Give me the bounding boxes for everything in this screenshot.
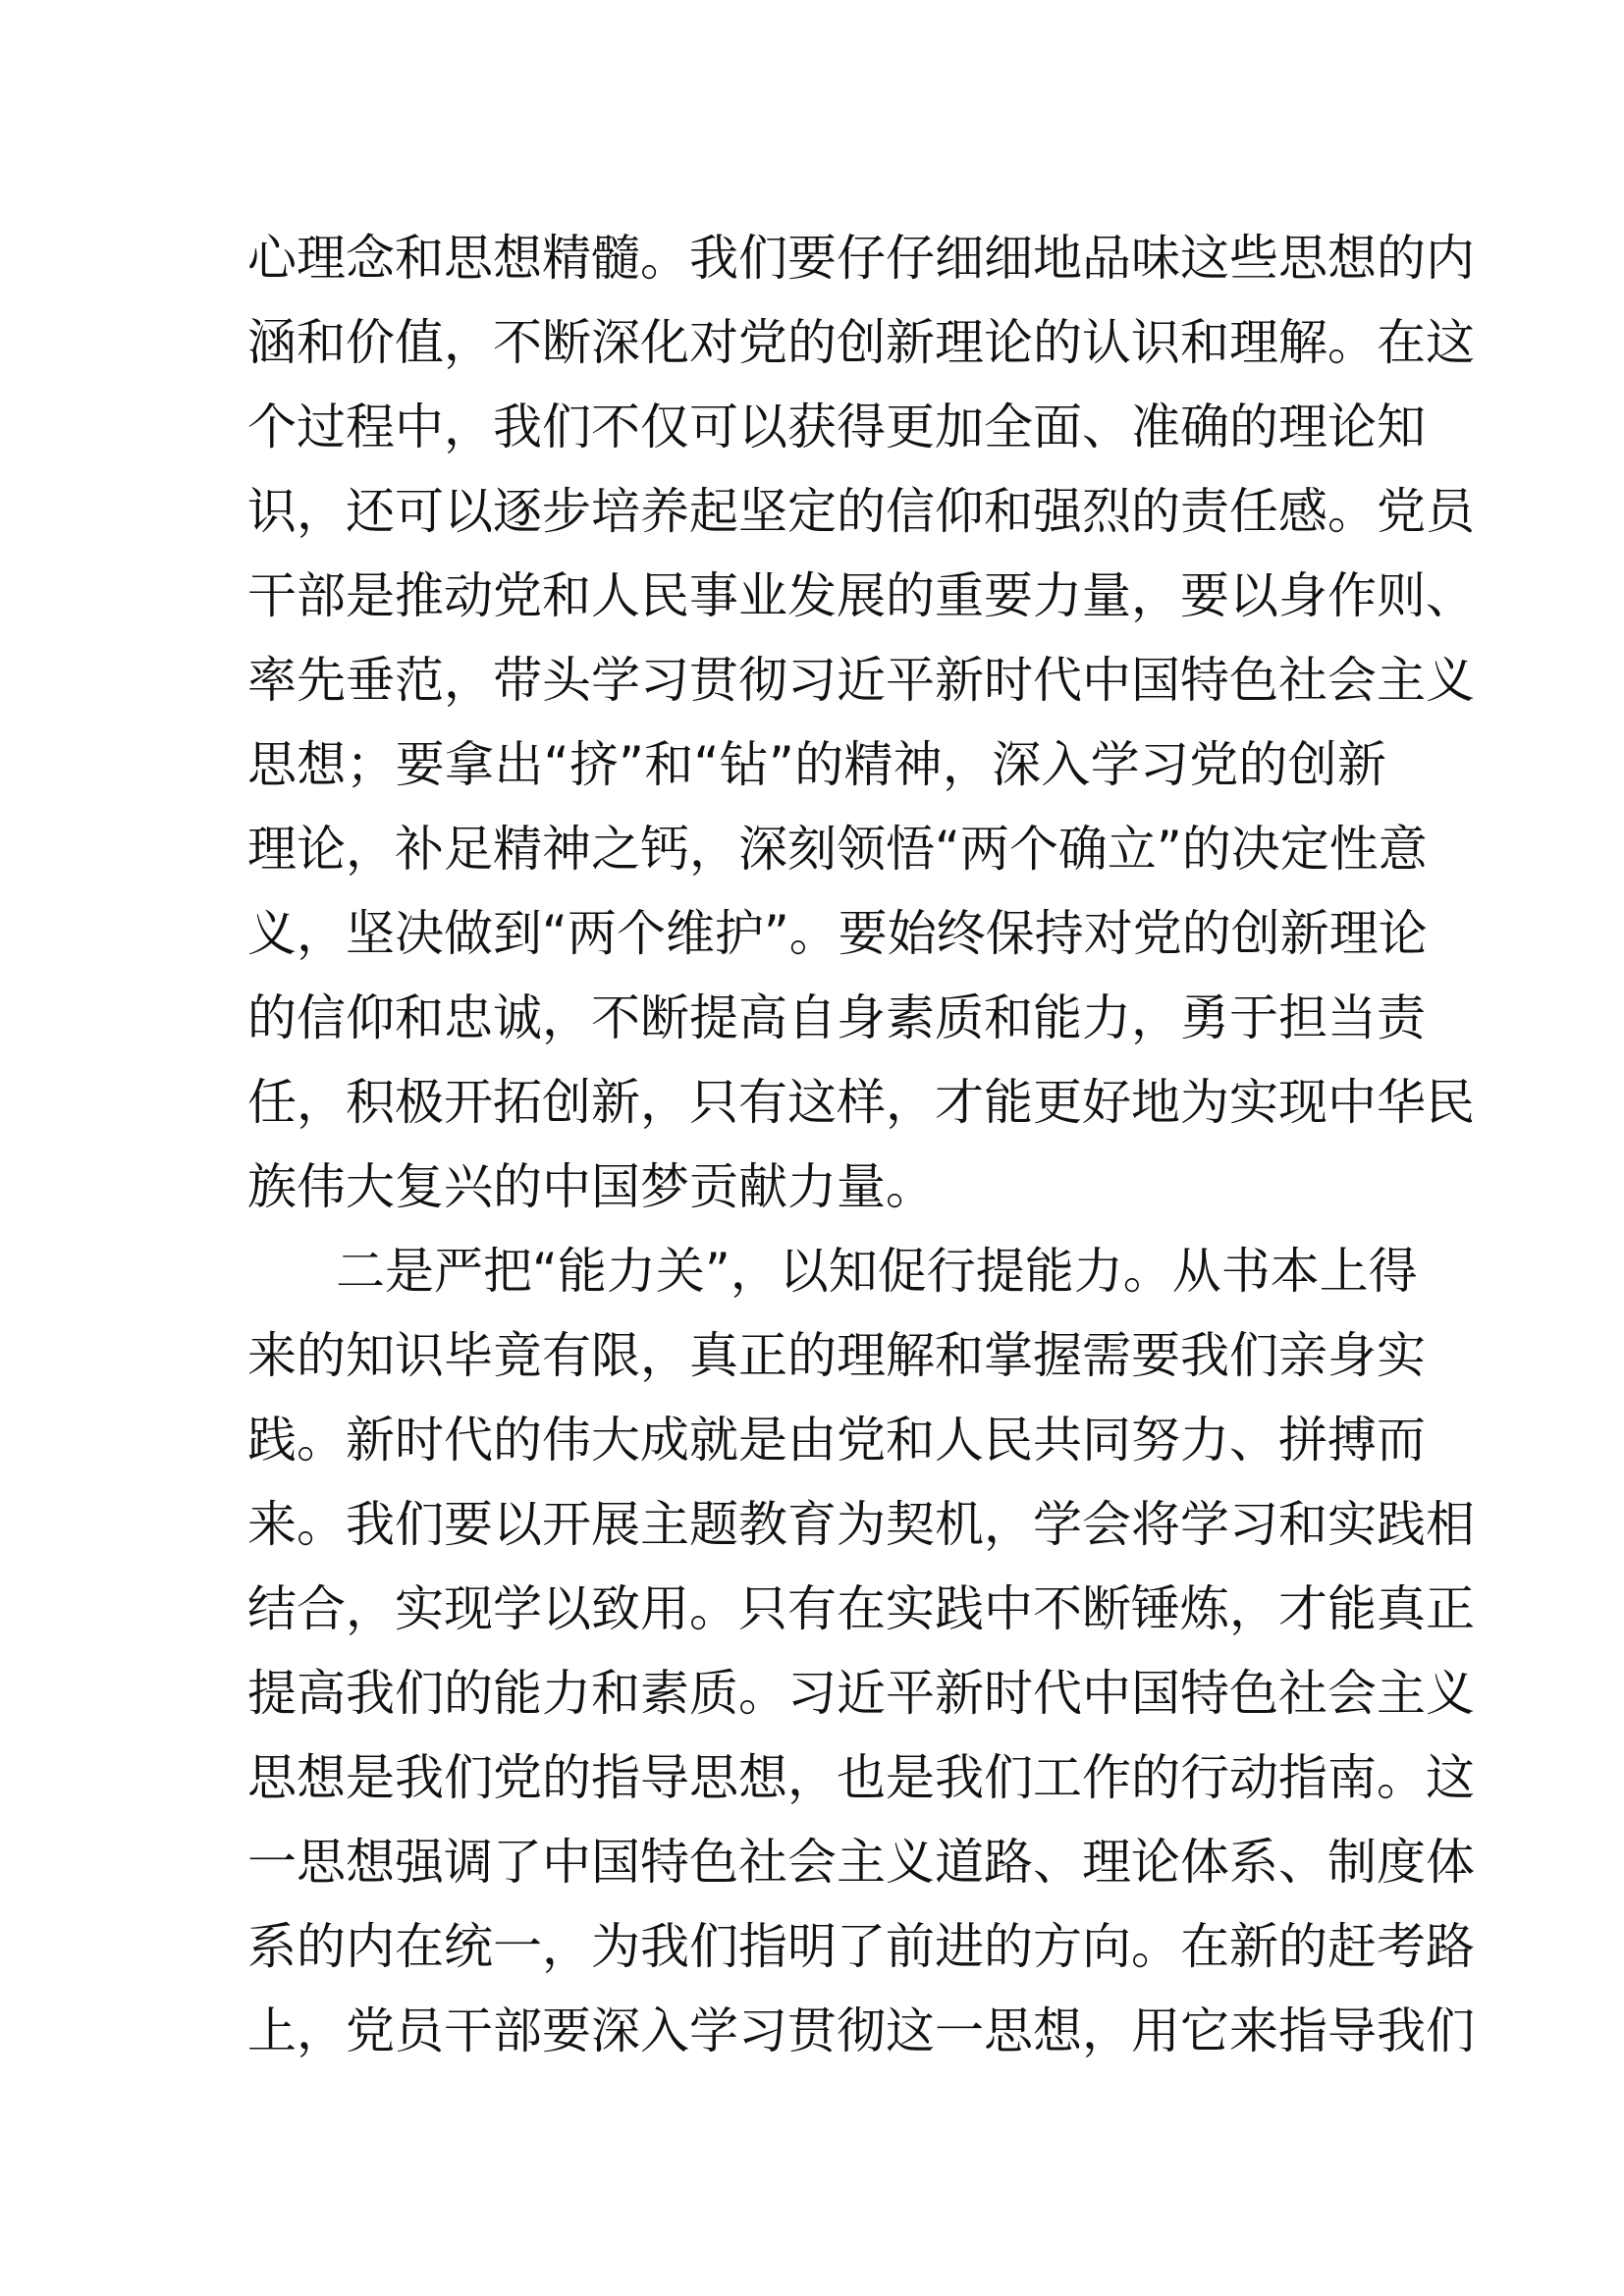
- text-line: 思想；要拿出“挤”和“钻”的精神，深入学习党的创新: [247, 736, 1386, 793]
- text-line: 提高我们的能力和素质。习近平新时代中国特色社会主义: [247, 1665, 1475, 1722]
- text-line: 系的内在统一，为我们指明了前进的方向。在新的赶考路: [247, 1918, 1475, 1975]
- text-line: 来的知识毕竟有限，真正的理解和掌握需要我们亲身实: [247, 1327, 1426, 1384]
- text-line: 上，党员干部要深入学习贯彻这一思想，用它来指导我们: [247, 2002, 1475, 2059]
- text-line: 理论，补足精神之钙，深刻领悟“两个确立”的决定性意: [247, 821, 1428, 878]
- text-line: 践。新时代的伟大成就是由党和人民共同努力、拼搏而: [247, 1412, 1426, 1468]
- text-line: 结合，实现学以致用。只有在实践中不断锤炼，才能真正: [247, 1580, 1475, 1637]
- text-line: 思想是我们党的指导思想，也是我们工作的行动指南。这: [247, 1749, 1475, 1806]
- text-line: 义，坚决做到“两个维护”。要始终保持对党的创新理论: [247, 905, 1428, 962]
- text-line: 干部是推动党和人民事业发展的重要力量，要以身作则、: [247, 567, 1475, 624]
- text-line: 个过程中，我们不仅可以获得更加全面、准确的理论知: [247, 399, 1426, 455]
- paragraph-start-line: 二是严把“能力关”，以知促行提能力。从书本上得: [336, 1243, 1418, 1300]
- text-line: 任，积极开拓创新，只有这样，才能更好地为实现中华民: [247, 1074, 1475, 1131]
- paragraph-end-line: 族伟大复兴的中国梦贡献力量。: [247, 1158, 935, 1215]
- text-line: 涵和价值，不断深化对党的创新理论的认识和理解。在这: [247, 314, 1475, 371]
- document-body: [247, 216, 1475, 2073]
- text-line: 一思想强调了中国特色社会主义道路、理论体系、制度体: [247, 1834, 1475, 1891]
- text-line: 率先垂范，带头学习贯彻习近平新时代中国特色社会主义: [247, 652, 1475, 709]
- text-line: 的信仰和忠诚，不断提高自身素质和能力，勇于担当责: [247, 989, 1426, 1046]
- text-line: 识，还可以逐步培养起坚定的信仰和强烈的责任感。党员: [247, 483, 1475, 540]
- text-line: 来。我们要以开展主题教育为契机，学会将学习和实践相: [247, 1496, 1475, 1553]
- text-line: 心理念和思想精髓。我们要仔仔细细地品味这些思想的内: [247, 230, 1475, 287]
